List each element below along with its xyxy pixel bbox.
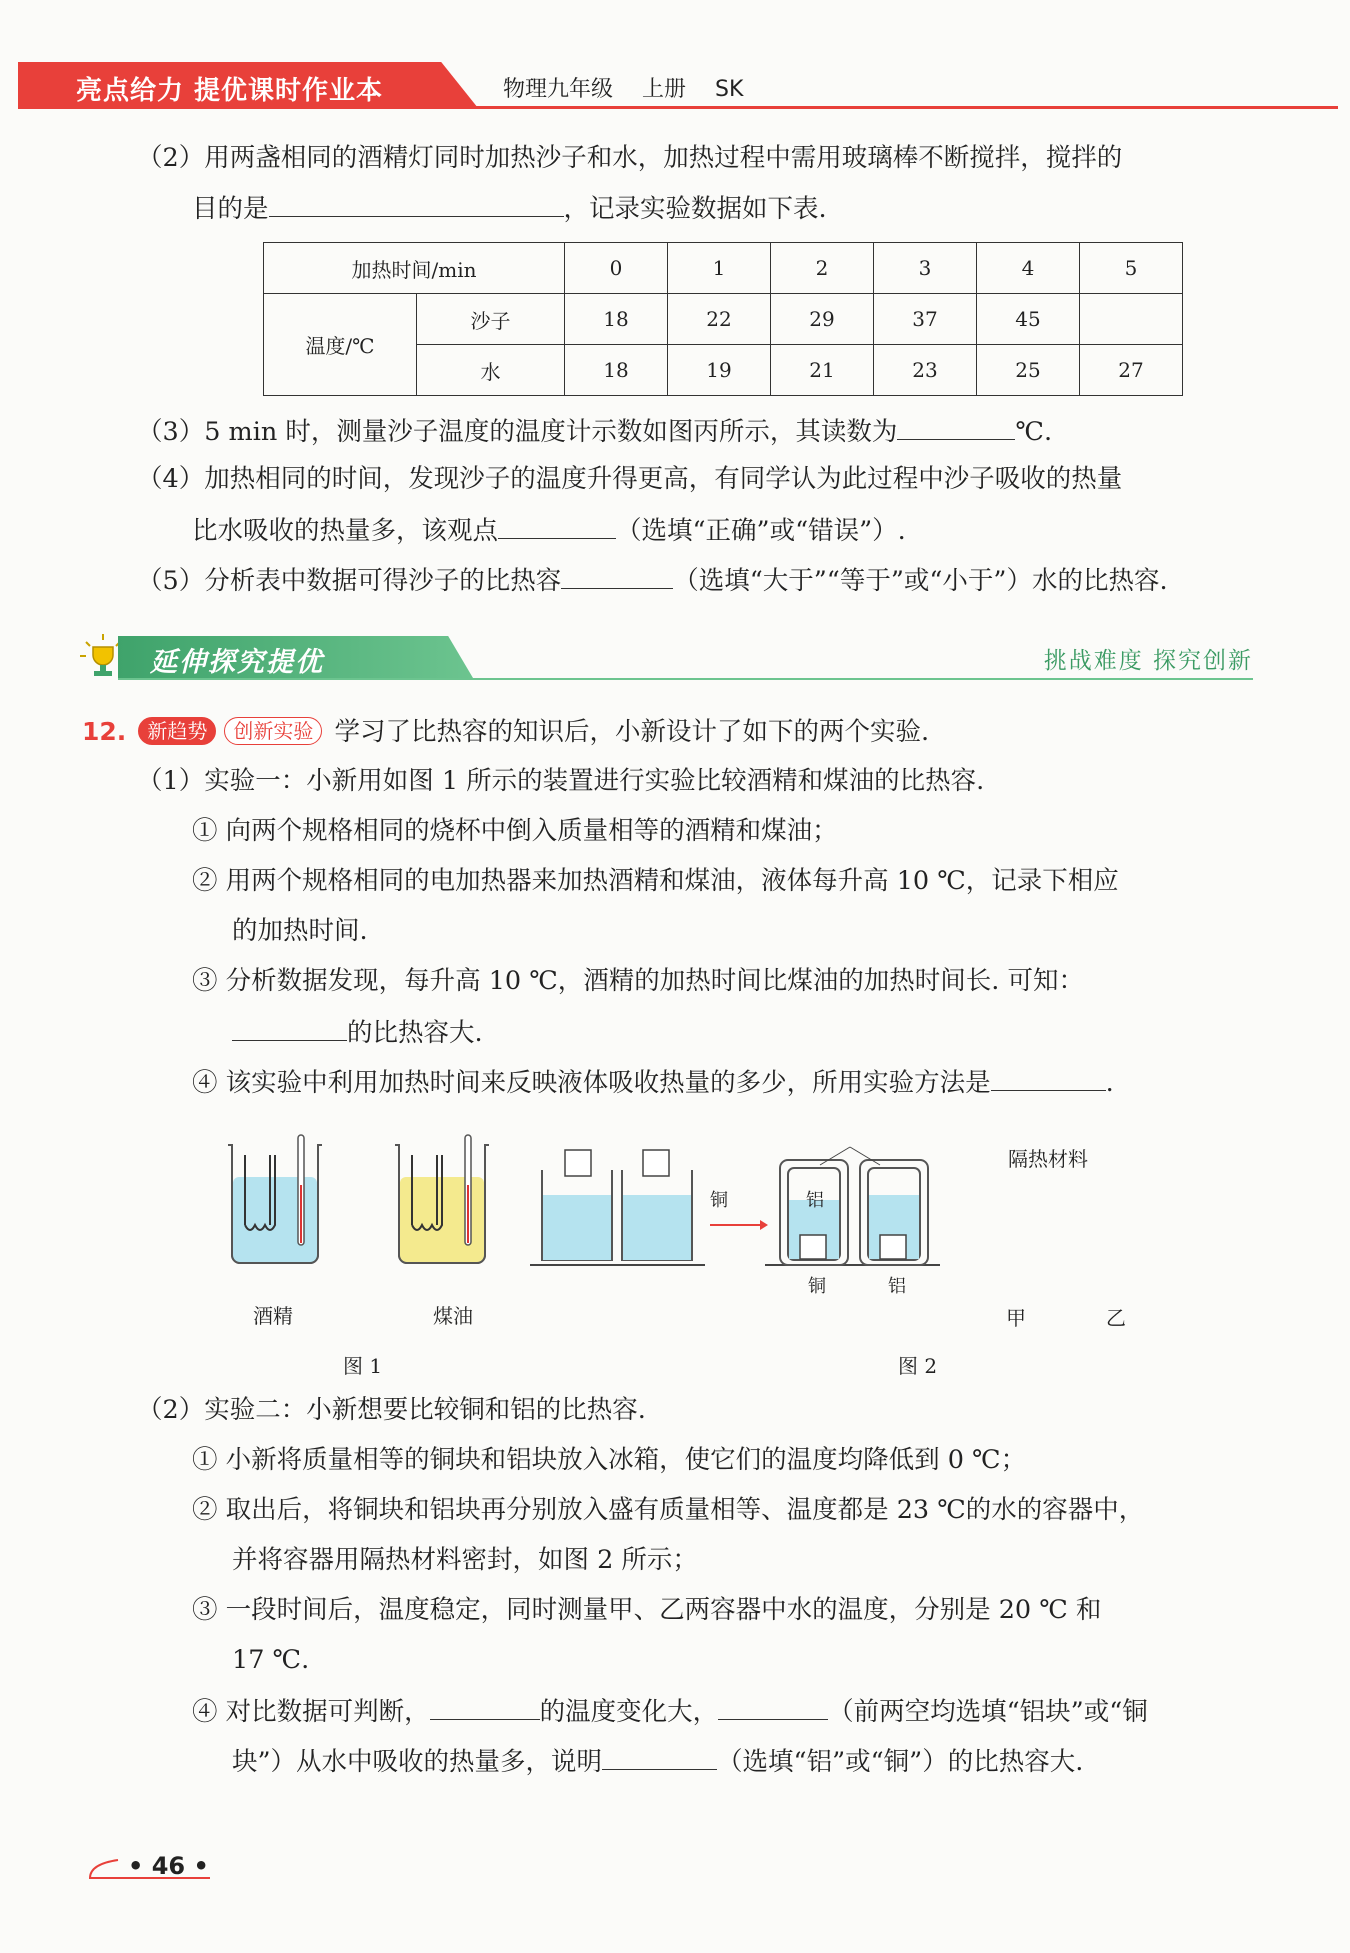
table-cell: 18 (565, 294, 668, 345)
q12-part1-step3-line2 (232, 1014, 483, 1050)
table-cell: 0 (565, 243, 668, 294)
q12-part1-step3-suffix: 的比热容大. (347, 1018, 483, 1048)
table-cell (1080, 294, 1183, 345)
q11-part4-text: 比水吸收的热量多，该观点 (192, 516, 499, 546)
label-kerosene: 煤油 (433, 1304, 473, 1328)
table-cell: 45 (977, 294, 1080, 345)
page-header (18, 62, 1338, 108)
answer-blank[interactable] (602, 1743, 717, 1770)
table-cell: 2 (771, 243, 874, 294)
row-label-sand: 沙子 (417, 294, 565, 345)
header-rule (18, 106, 1338, 109)
table-row (264, 294, 1183, 345)
series-brand: 亮点给力 提优课时作业本 (76, 76, 384, 106)
q11-part3-text: （3）5 min 时，测量沙子温度的温度计示数如图丙所示，其读数为 (137, 417, 898, 447)
table-header-time: 加热时间/min (264, 243, 565, 294)
volume-label: 上册 (642, 77, 687, 102)
q11-part3 (137, 413, 1052, 449)
answer-blank[interactable] (897, 413, 1015, 440)
q12-part2-step3-line2: 17 ℃. (232, 1645, 310, 1675)
table-cell: 27 (1080, 345, 1183, 396)
q12-part2-step2-line1: ② 取出后，将铜块和铝块再分别放入盛有质量相等、温度都是 23 ℃的水的容器中， (192, 1495, 1145, 1525)
step4-text-e: （选填“铝”或“铜”）的比热容大. (717, 1747, 1084, 1777)
answer-blank[interactable] (430, 1693, 540, 1720)
q12-part1-title: （1）实验一：小新用如图 1 所示的装置进行实验比较酒精和煤油的比热容. (137, 766, 985, 796)
figures-area (200, 1125, 1250, 1365)
q12-part2-title: （2）实验二：小新想要比较铜和铝的比热容. (137, 1395, 646, 1425)
table-header-temp: 温度/℃ (264, 294, 417, 396)
answer-blank[interactable] (269, 190, 564, 217)
q12-intro-text: 学习了比热容的知识后，小新设计了如下的两个实验. (334, 717, 930, 747)
table-cell: 5 (1080, 243, 1183, 294)
q11-part2-prefix: 目的是 (192, 194, 269, 224)
q12-part1-step4-end: . (1105, 1068, 1114, 1098)
step4-text-c: （前两空均选填“铝块”或“铜 (828, 1697, 1148, 1727)
table-cell: 29 (771, 294, 874, 345)
q12-part2-step3-line1: ③ 一段时间后，温度稳定，同时测量甲、乙两容器中水的温度，分别是 20 ℃ 和 (192, 1595, 1102, 1625)
step4-text-a: ④ 对比数据可判断， (192, 1697, 430, 1727)
step4-text-b: 的温度变化大， (539, 1697, 719, 1727)
q12-part2-step4-line2 (232, 1743, 1083, 1779)
answer-blank[interactable] (561, 562, 673, 589)
q11-part2-line2 (192, 190, 827, 226)
q12-intro (82, 715, 929, 749)
label-jia: 甲 (1006, 1306, 1026, 1330)
q11-part5-text: （5）分析表中数据可得沙子的比热容 (137, 566, 562, 596)
label-copper-before: 铜 (710, 1190, 728, 1211)
label-copper-after: 铜 (808, 1276, 826, 1297)
table-cell: 23 (874, 345, 977, 396)
q11-part4-line1: （4）加热相同的时间，发现沙子的温度升得更高，有同学认为此过程中沙子吸收的热量 (137, 464, 1123, 494)
section-title: 延伸探究提优 (150, 647, 324, 678)
table-cell: 18 (565, 345, 668, 396)
answer-blank[interactable] (991, 1064, 1106, 1091)
q12-part1-step1: ① 向两个规格相同的烧杯中倒入质量相等的酒精和煤油； (192, 816, 838, 846)
table-cell: 4 (977, 243, 1080, 294)
label-yi: 乙 (1106, 1306, 1126, 1330)
q11-part3-unit: ℃. (1015, 417, 1053, 447)
edition-label: SK (715, 77, 744, 102)
fig1-caption: 图 1 (343, 1354, 383, 1378)
heating-data-table (263, 242, 1183, 396)
q12-part1-step2-line1: ② 用两个规格相同的电加热器来加热酒精和煤油，液体每升高 10 ℃，记录下相应 (192, 866, 1119, 896)
q12-part2-step1: ① 小新将质量相等的铜块和铝块放入冰箱，使它们的温度均降低到 0 ℃； (192, 1445, 1027, 1475)
kerosene-beaker-figure (395, 1135, 489, 1263)
table-cell: 1 (668, 243, 771, 294)
table-cell: 37 (874, 294, 977, 345)
q12-part1-step2-line2: 的加热时间. (232, 916, 368, 946)
answer-blank[interactable] (718, 1693, 828, 1720)
table-cell: 25 (977, 345, 1080, 396)
subject-label: 物理九年级 (503, 77, 614, 102)
book-info (503, 72, 765, 103)
label-aluminum-after: 铝 (888, 1276, 906, 1297)
q12-part2-step2-line2: 并将容器用隔热材料密封，如图 2 所示； (232, 1545, 698, 1575)
section-banner (78, 632, 1253, 682)
q12-part1-step3-line1: ③ 分析数据发现，每升高 10 ℃，酒精的加热时间比煤油的加热时间长. 可知： (192, 966, 1085, 996)
label-aluminum-before: 铝 (806, 1190, 824, 1211)
q12-part2-step4-line1 (192, 1693, 1148, 1729)
section-rule (118, 678, 1253, 680)
row-label-water: 水 (417, 345, 565, 396)
step4-text-d: 块”）从水中吸收的热量多，说明 (232, 1747, 603, 1777)
answer-blank[interactable] (232, 1014, 347, 1041)
q12-part1-step4-text: ④ 该实验中利用加热时间来反映液体吸收热量的多少，所用实验方法是 (192, 1068, 991, 1098)
fig2-containers (530, 1147, 940, 1265)
table-cell: 19 (668, 345, 771, 396)
q11-part5 (137, 562, 1168, 598)
innovation-badge: 创新实验 (224, 717, 322, 745)
label-alcohol: 酒精 (253, 1304, 293, 1328)
q11-part2-suffix: ，记录实验数据如下表. (563, 194, 827, 224)
table-cell: 22 (668, 294, 771, 345)
answer-blank[interactable] (498, 512, 616, 539)
q11-part5-options: （选填“大于”“等于”或“小于”）水的比热容. (673, 566, 1168, 596)
table-cell: 3 (874, 243, 977, 294)
table-cell: 21 (771, 345, 874, 396)
trend-badge: 新趋势 (138, 717, 216, 745)
table-row (264, 243, 1183, 294)
q12-part1-step4 (192, 1064, 1114, 1100)
question-number: 12. (82, 717, 127, 746)
fig2-caption: 图 2 (898, 1354, 938, 1378)
q11-part2-line1: （2）用两盏相同的酒精灯同时加热沙子和水，加热过程中需用玻璃棒不断搅拌，搅拌的 (137, 143, 1123, 173)
section-tagline: 挑战难度 探究创新 (1043, 648, 1253, 674)
page-number: • 46 • (128, 1852, 209, 1880)
q11-part4-options: （选填“正确”或“错误”）. (616, 516, 906, 546)
alcohol-beaker-figure (228, 1135, 322, 1263)
label-insulation: 隔热材料 (1008, 1147, 1088, 1171)
q11-part4-line2 (192, 512, 906, 548)
